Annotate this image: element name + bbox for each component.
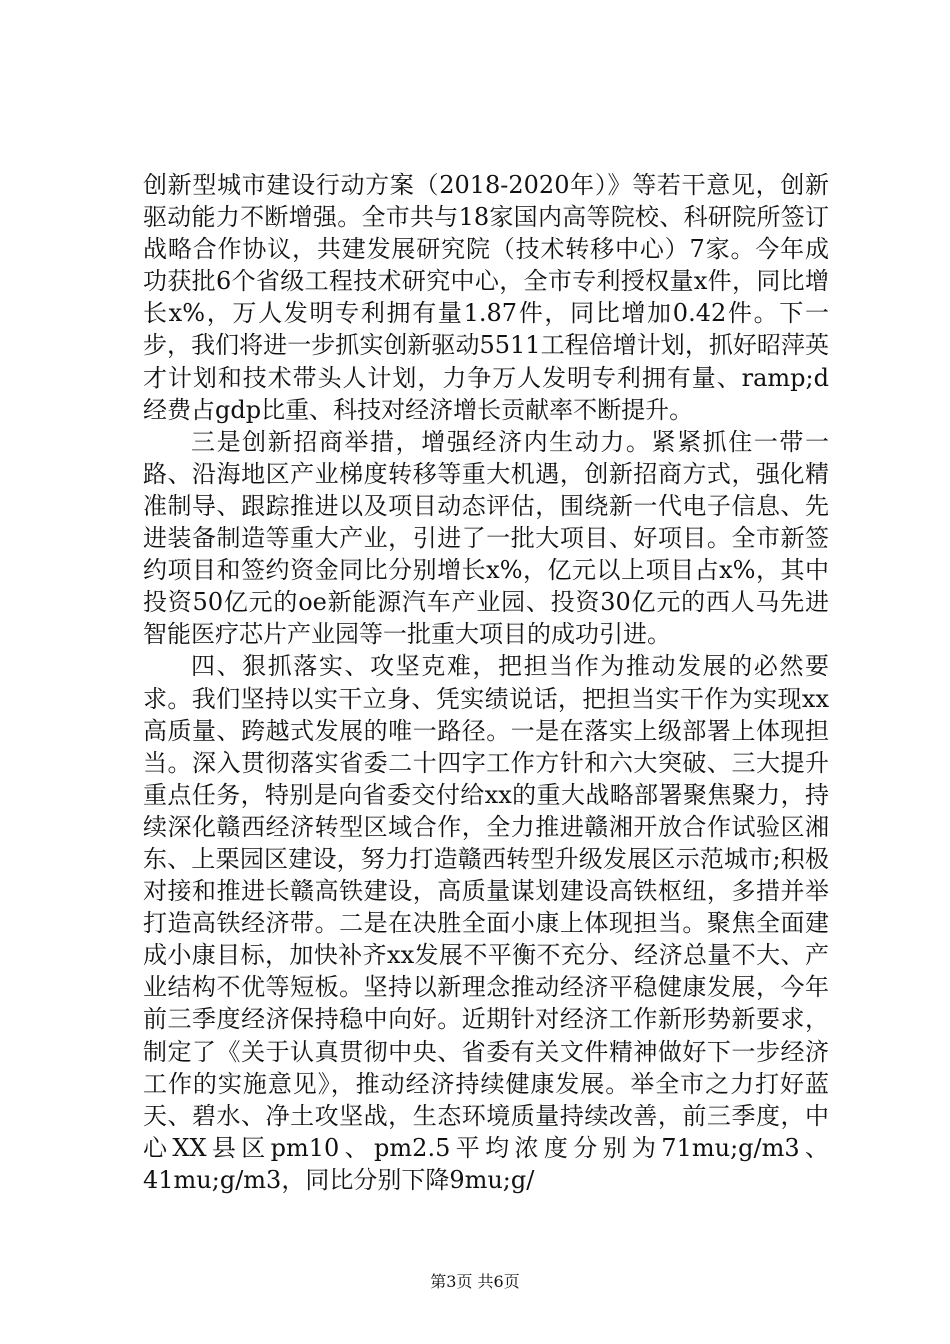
body-text bbox=[143, 169, 829, 1196]
page-number: 第3页 共6页 bbox=[430, 1272, 520, 1291]
paragraph-responsibility: 四、狠抓落实、攻坚克难，把担当作为推动发展的必然要求。我们坚持以实干立身、凭实绩说话，把担当实干作为实现xx高质量、跨越式发展的唯一路径。一是在落实上级部署上体现担当。深入贯彻落实省委二十四字工作方针和六大突破、三大提升重点任务，特别是向省委交付给xx的重大战略部署聚焦聚力，持续深化赣西经济转型区域合作，全力推进赣湘开放合作试验区湘东、上栗园区建设，努力打造赣西转型升级发展区示范城市;积极对接和推进长赣高铁建设，高质量谋划建设高铁枢纽，多措并举打造高铁经济带。二是在决胜全面小康上体现担当。聚焦全面建成小康目标，加快补齐xx发展不平衡不充分、经济总量不大、产业结构不优等短板。坚持以新理念推动经济平稳健康发展，今年前三季度经济保持稳中向好。近期针对经济工作新形势新要求，制定了《关于认真贯彻中央、省委有关文件精神做好下一步经济工作的实施意见》，推动经济持续健康发展。举全市之力打好蓝天、碧水、净土攻坚战，生态环境质量持续改善，前三季度，中心XX县区pm10、pm2.5平均浓度分别为71mu;g/m3、41mu;g/m3，同比分别下降9mu;g/ bbox=[143, 652, 829, 1194]
paragraph-investment: 三是创新招商举措，增强经济内生动力。紧紧抓住一带一路、沿海地区产业梯度转移等重大机遇，创新招商方式，强化精准制导、跟踪推进以及项目动态评估，围绕新一代电子信息、先进装备制造等重大产业，引进了一批大项目、好项目。全市新签约项目和签约资金同比分别增长x%，亿元以上项目占x%，其中投资50亿元的oe新能源汽车产业园、投资30亿元的西人马先进智能医疗芯片产业园等一批重大项目的成功引进。 bbox=[143, 427, 829, 649]
paragraph-continuation: 创新型城市建设行动方案（2018-2020年）》等若干意见，创新驱动能力不断增强。全市共与18家国内高等院校、科研院所签订战略合作协议，共建发展研究院（技术转移中心）7家。今年成功获批6个省级工程技术研究中心，全市专利授权量x件，同比增长x%，万人发明专利拥有量1.87件，同比增加0.42件。下一步，我们将进一步抓实创新驱动5511工程倍增计划，抓好昭萍英才计划和技术带头人计划，力争万人发明专利拥有量、ramp;d经费占gdp比重、科技对经济增长贡献率不断提升。 bbox=[143, 171, 829, 424]
